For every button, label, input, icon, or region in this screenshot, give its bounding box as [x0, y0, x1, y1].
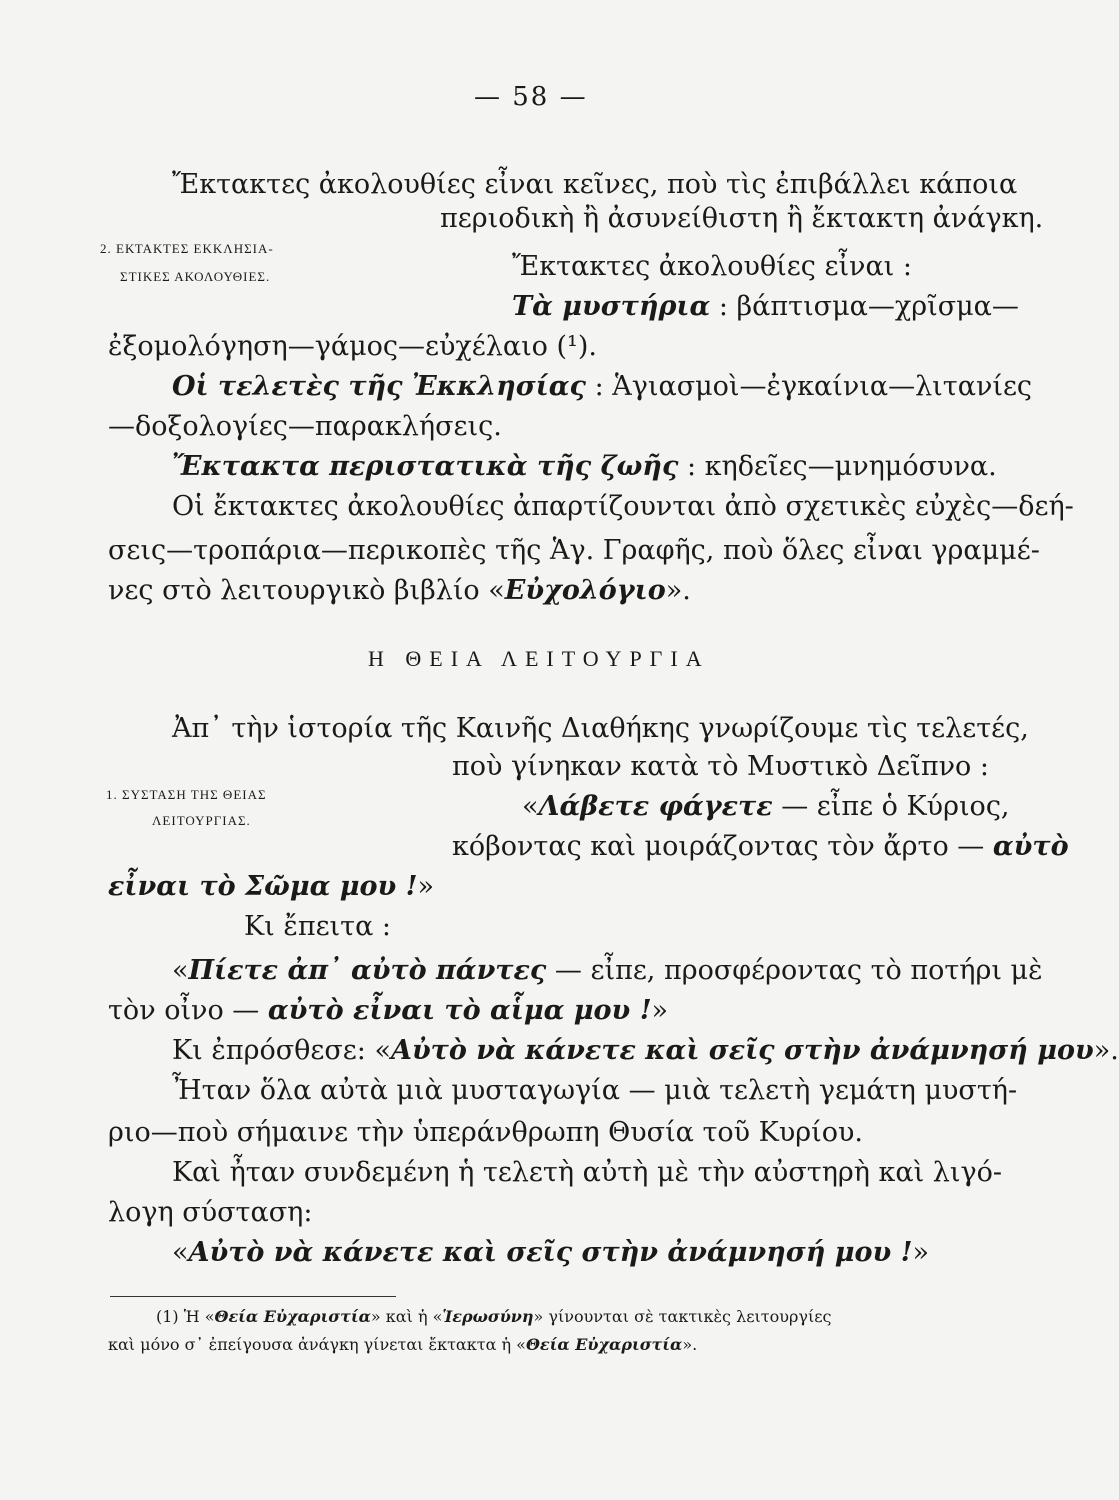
text-span: ». — [665, 575, 691, 606]
text-span: νες στὸ λειτουργικὸ βιβλίο « — [108, 575, 505, 606]
body-line: Καὶ ἦταν συνδεμένη ἡ τελετὴ αὐτὴ μὲ τὴν αὐστηρὴ καὶ λιγό- — [172, 1157, 1002, 1188]
body-line — [172, 1236, 929, 1270]
body-line: ριο—ποὺ σήμαινε τὴν ὑπεράνθρωπη Θυσία τοῦ Κυρίου. — [108, 1117, 863, 1148]
bold-term: εἶναι τὸ Σῶμα μου ! — [108, 871, 418, 902]
text-span: : Ἁγιασμοὶ—ἐγκαίνια—λιτανίες — [594, 371, 1033, 402]
text-span: » — [912, 1237, 930, 1268]
body-line — [522, 790, 1010, 824]
body-line — [172, 450, 997, 484]
text-span: Κι ἐπρόσθεσε: « — [172, 1035, 391, 1066]
section-heading: Η ΘΕΙΑ ΛΕΙΤΟΥΡΓΙΑ — [368, 646, 710, 671]
body-line: λογη σύσταση: — [108, 1197, 313, 1228]
side-heading: ΣΤΙΚΕΣ ΑΚΟΛΟΥΘΙΕΣ. — [120, 269, 271, 284]
bold-term: Αὐτὸ νὰ κάνετε καὶ σεῖς στὴν ἀνάμνησή μου ! — [188, 1237, 913, 1268]
body-line: Κι ἔπειτα : — [244, 911, 391, 942]
bold-term: αὐτὸ εἶναι τὸ αἷμα μου ! — [267, 995, 652, 1026]
bold-term: Αὐτὸ νὰ κάνετε καὶ σεῖς στὴν ἀνάμνησή μου — [391, 1035, 1094, 1066]
side-heading: 2. ΕΚΤΑΚΤΕΣ ΕΚΚΛΗΣΙΑ- — [100, 241, 274, 256]
body-line: Ἀπ᾿ τὴν ἱστορία τῆς Καινῆς Διαθήκης γνωρίζουμε τὶς τελετές, — [172, 713, 1029, 744]
body-line — [172, 370, 1032, 404]
body-line — [108, 574, 691, 608]
footnote-line — [156, 1306, 831, 1328]
bold-term: Εὐχολόγιο — [504, 575, 666, 606]
page-number: — 58 — — [474, 82, 588, 112]
side-heading: ΛΕΙΤΟΥΡΓΙΑΣ. — [152, 813, 251, 828]
text-span: (1) Ἡ « — [156, 1307, 215, 1326]
body-line: Οἱ ἔκτακτες ἀκολουθίες ἀπαρτίζουνται ἀπὸ σχετικὲς εὐχὲς—δεή- — [172, 491, 1074, 522]
text-span: κόβοντας καὶ μοιράζοντας τὸν ἄρτο — — [452, 831, 985, 862]
footnote-line — [108, 1334, 697, 1356]
text-span: ». — [682, 1335, 698, 1354]
body-line: Ἔκτακτες ἀκολουθίες εἶναι κεῖνες, ποὺ τὶς ἐπιβάλλει κάποια — [172, 169, 1018, 200]
side-heading: 1. ΣΥΣΤΑΣΗ ΤΗΣ ΘΕΙΑΣ — [106, 787, 267, 802]
bold-term: Οἱ τελετὲς τῆς Ἐκκλησίας — [172, 371, 586, 402]
bold-term: Λάβετε φάγετε — [538, 791, 773, 822]
body-line: ποὺ γίνηκαν κατὰ τὸ Μυστικὸ Δεῖπνο : — [452, 751, 989, 782]
body-line — [452, 830, 1069, 864]
text-span: « — [172, 1237, 189, 1268]
bold-term: Ἔκτακτα περιστατικὰ τῆς ζωῆς — [172, 451, 679, 482]
body-line — [108, 870, 434, 904]
bold-term: Τὰ μυστήρια — [512, 291, 711, 322]
text-span: » — [651, 995, 669, 1026]
text-span: » γίνουνται σὲ τακτικὲς λειτουργίες — [533, 1307, 832, 1326]
body-line: ἐξομολόγηση—γάμος—εὐχέλαιο (¹). — [108, 331, 597, 362]
text-span: « — [522, 791, 539, 822]
text-span: » καὶ ἡ « — [370, 1307, 443, 1326]
text-span: — εἶπε, προσφέροντας τὸ ποτήρι μὲ — [554, 955, 1043, 986]
body-line: —δοξολογίες—παρακλήσεις. — [108, 411, 502, 442]
footnote-rule — [110, 1296, 396, 1297]
bold-term: αὐτὸ — [992, 831, 1069, 862]
body-line — [108, 994, 668, 1028]
text-span: : κηδεῖες—μνημόσυνα. — [686, 451, 997, 482]
body-line: Ἦταν ὅλα αὐτὰ μιὰ μυσταγωγία — μιὰ τελετὴ γεμάτη μυστή- — [172, 1075, 1018, 1106]
text-span: : βάπτισμα—χρῖσμα— — [718, 291, 1019, 322]
bold-term: Θεία Εὐχαριστία — [525, 1335, 683, 1354]
body-line — [512, 290, 1019, 324]
text-span: ». — [1093, 1035, 1119, 1066]
text-span: » — [417, 871, 435, 902]
text-span: καὶ μόνο σ᾿ ἐπείγουσα ἀνάγκη γίνεται ἔκτακτα ἡ « — [108, 1335, 526, 1354]
body-line: Ἔκτακτες ἀκολουθίες εἶναι : — [512, 251, 912, 282]
body-line: περιοδικὴ ἢ ἀσυνείθιστη ἢ ἔκτακτη ἀνάγκη. — [440, 203, 1044, 234]
body-line — [172, 954, 1043, 988]
body-line — [172, 1034, 1119, 1068]
text-span: « — [172, 955, 189, 986]
bold-term: Θεία Εὐχαριστία — [214, 1307, 371, 1326]
body-line: σεις—τροπάρια—περικοπὲς τῆς Ἁγ. Γραφῆς, ποὺ ὅλες εἶναι γραμμέ- — [108, 535, 1040, 566]
bold-term: Ἱερωσύνη — [442, 1307, 534, 1326]
bold-term: Πίετε ἀπ᾿ αὐτὸ πάντες — [188, 955, 547, 986]
text-span: τὸν οἶνο — — [108, 995, 260, 1026]
text-span: — εἶπε ὁ Κύριος, — [781, 791, 1010, 822]
